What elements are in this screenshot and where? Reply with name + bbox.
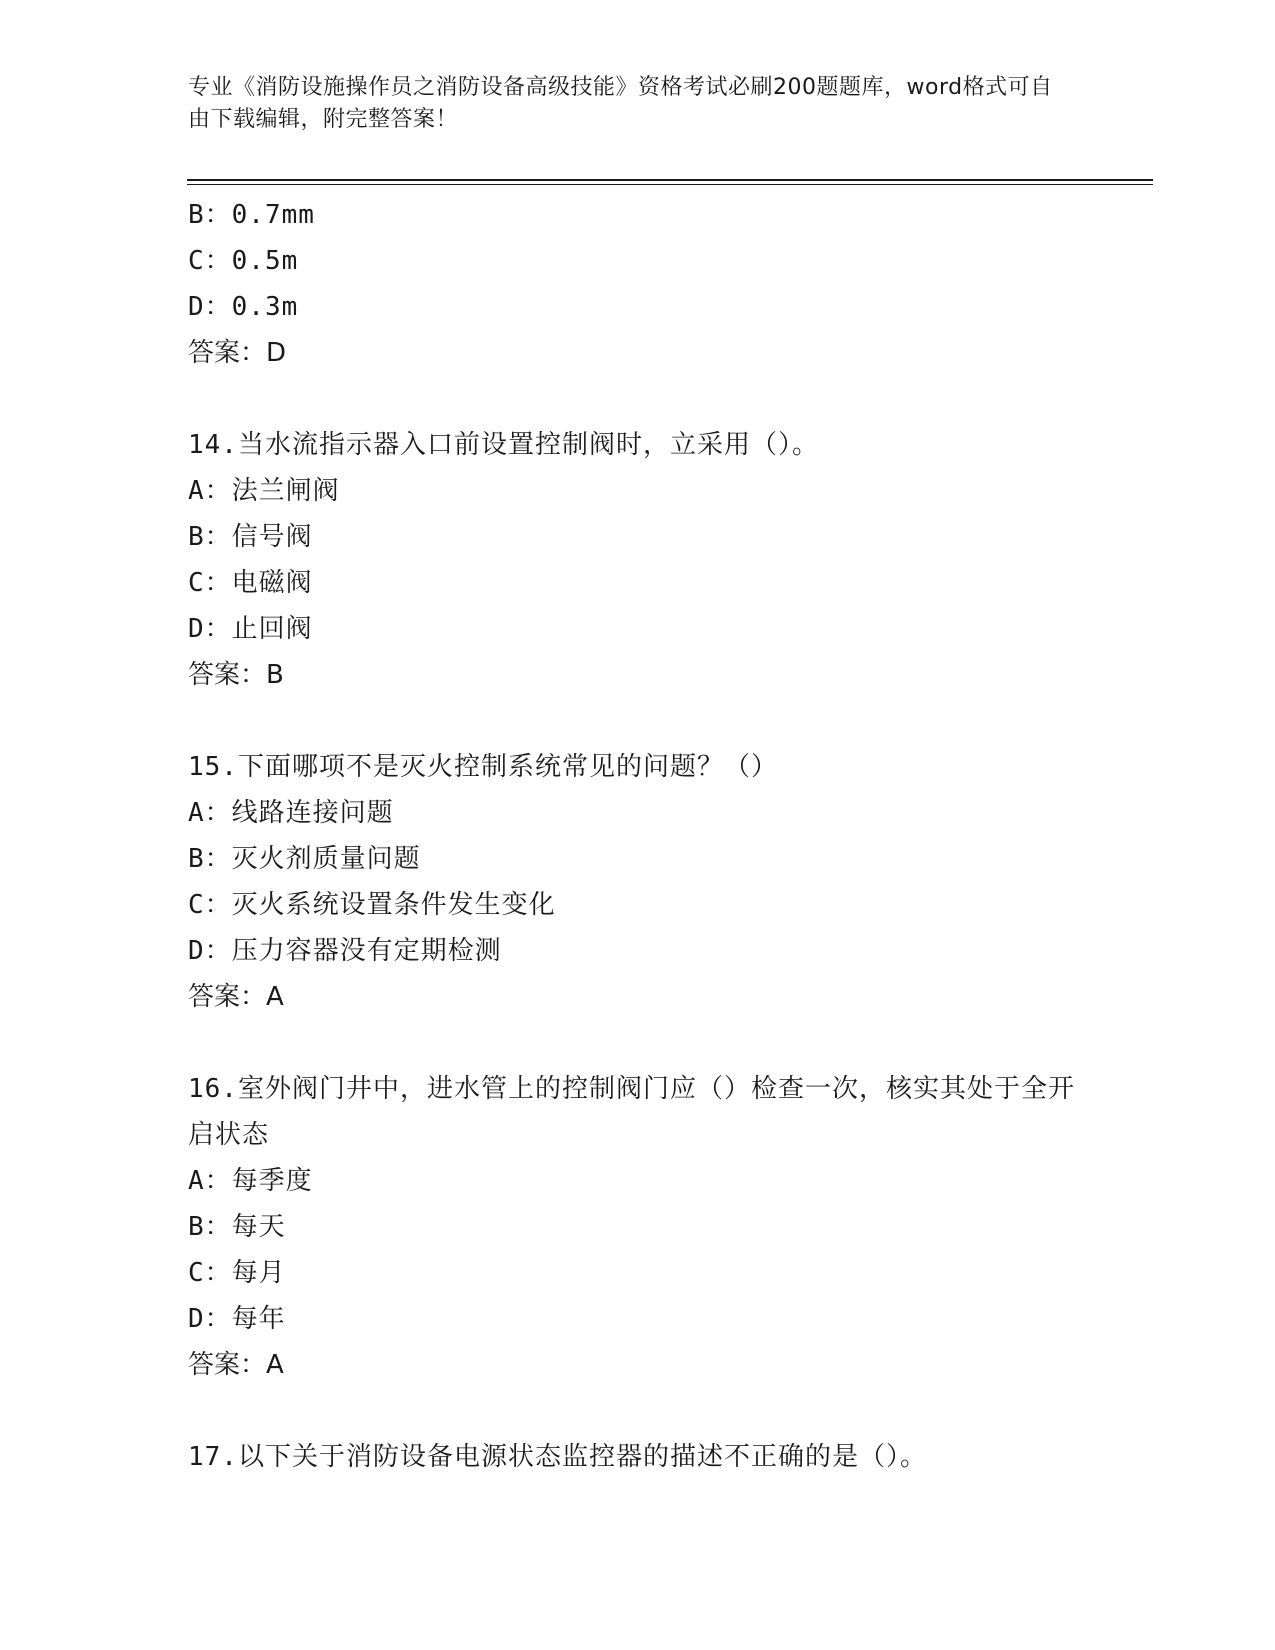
option-d: D：每年 <box>188 1304 286 1334</box>
question-list <box>188 192 1088 1480</box>
option-a: A：法兰闸阀 <box>188 476 340 506</box>
option-a: A：线路连接问题 <box>188 798 394 828</box>
question-17-text: 17.以下关于消防设备电源状态监控器的描述不正确的是（）。 <box>188 1442 927 1472</box>
option-b: B：信号阀 <box>188 522 313 552</box>
answer-line: 答案：A <box>188 982 284 1012</box>
document-header: 专业《消防设施操作员之消防设备高级技能》资格考试必刷200题题库，word格式可自由下载编辑，附完整答案！ <box>188 75 1053 132</box>
question-16-text: 16.室外阀门井中，进水管上的控制阀门应（）检查一次，核实其处于全开启状态 <box>188 1074 1075 1150</box>
option-c: C：每月 <box>188 1258 286 1288</box>
option-c: C：0.5m <box>188 246 299 276</box>
question-14-text: 14.当水流指示器入口前设置控制阀时，立采用（）。 <box>188 430 819 460</box>
header-divider-thin <box>187 184 1153 185</box>
header-divider-thick <box>187 179 1153 181</box>
question-15-text: 15.下面哪项不是灭火控制系统常见的问题？（） <box>188 752 778 782</box>
answer-line: 答案：A <box>188 1350 284 1380</box>
answer-line: 答案：B <box>188 660 284 690</box>
option-d: D：压力容器没有定期检测 <box>188 936 502 966</box>
option-d: D：止回阀 <box>188 614 313 644</box>
option-c: C：灭火系统设置条件发生变化 <box>188 890 556 920</box>
answer-line: 答案：D <box>188 338 287 368</box>
option-b: B：每天 <box>188 1212 286 1242</box>
option-a: A：每季度 <box>188 1166 313 1196</box>
option-b: B：0.7mm <box>188 200 315 230</box>
option-d: D：0.3m <box>188 292 299 322</box>
option-c: C：电磁阀 <box>188 568 313 598</box>
option-b: B：灭火剂质量问题 <box>188 844 421 874</box>
